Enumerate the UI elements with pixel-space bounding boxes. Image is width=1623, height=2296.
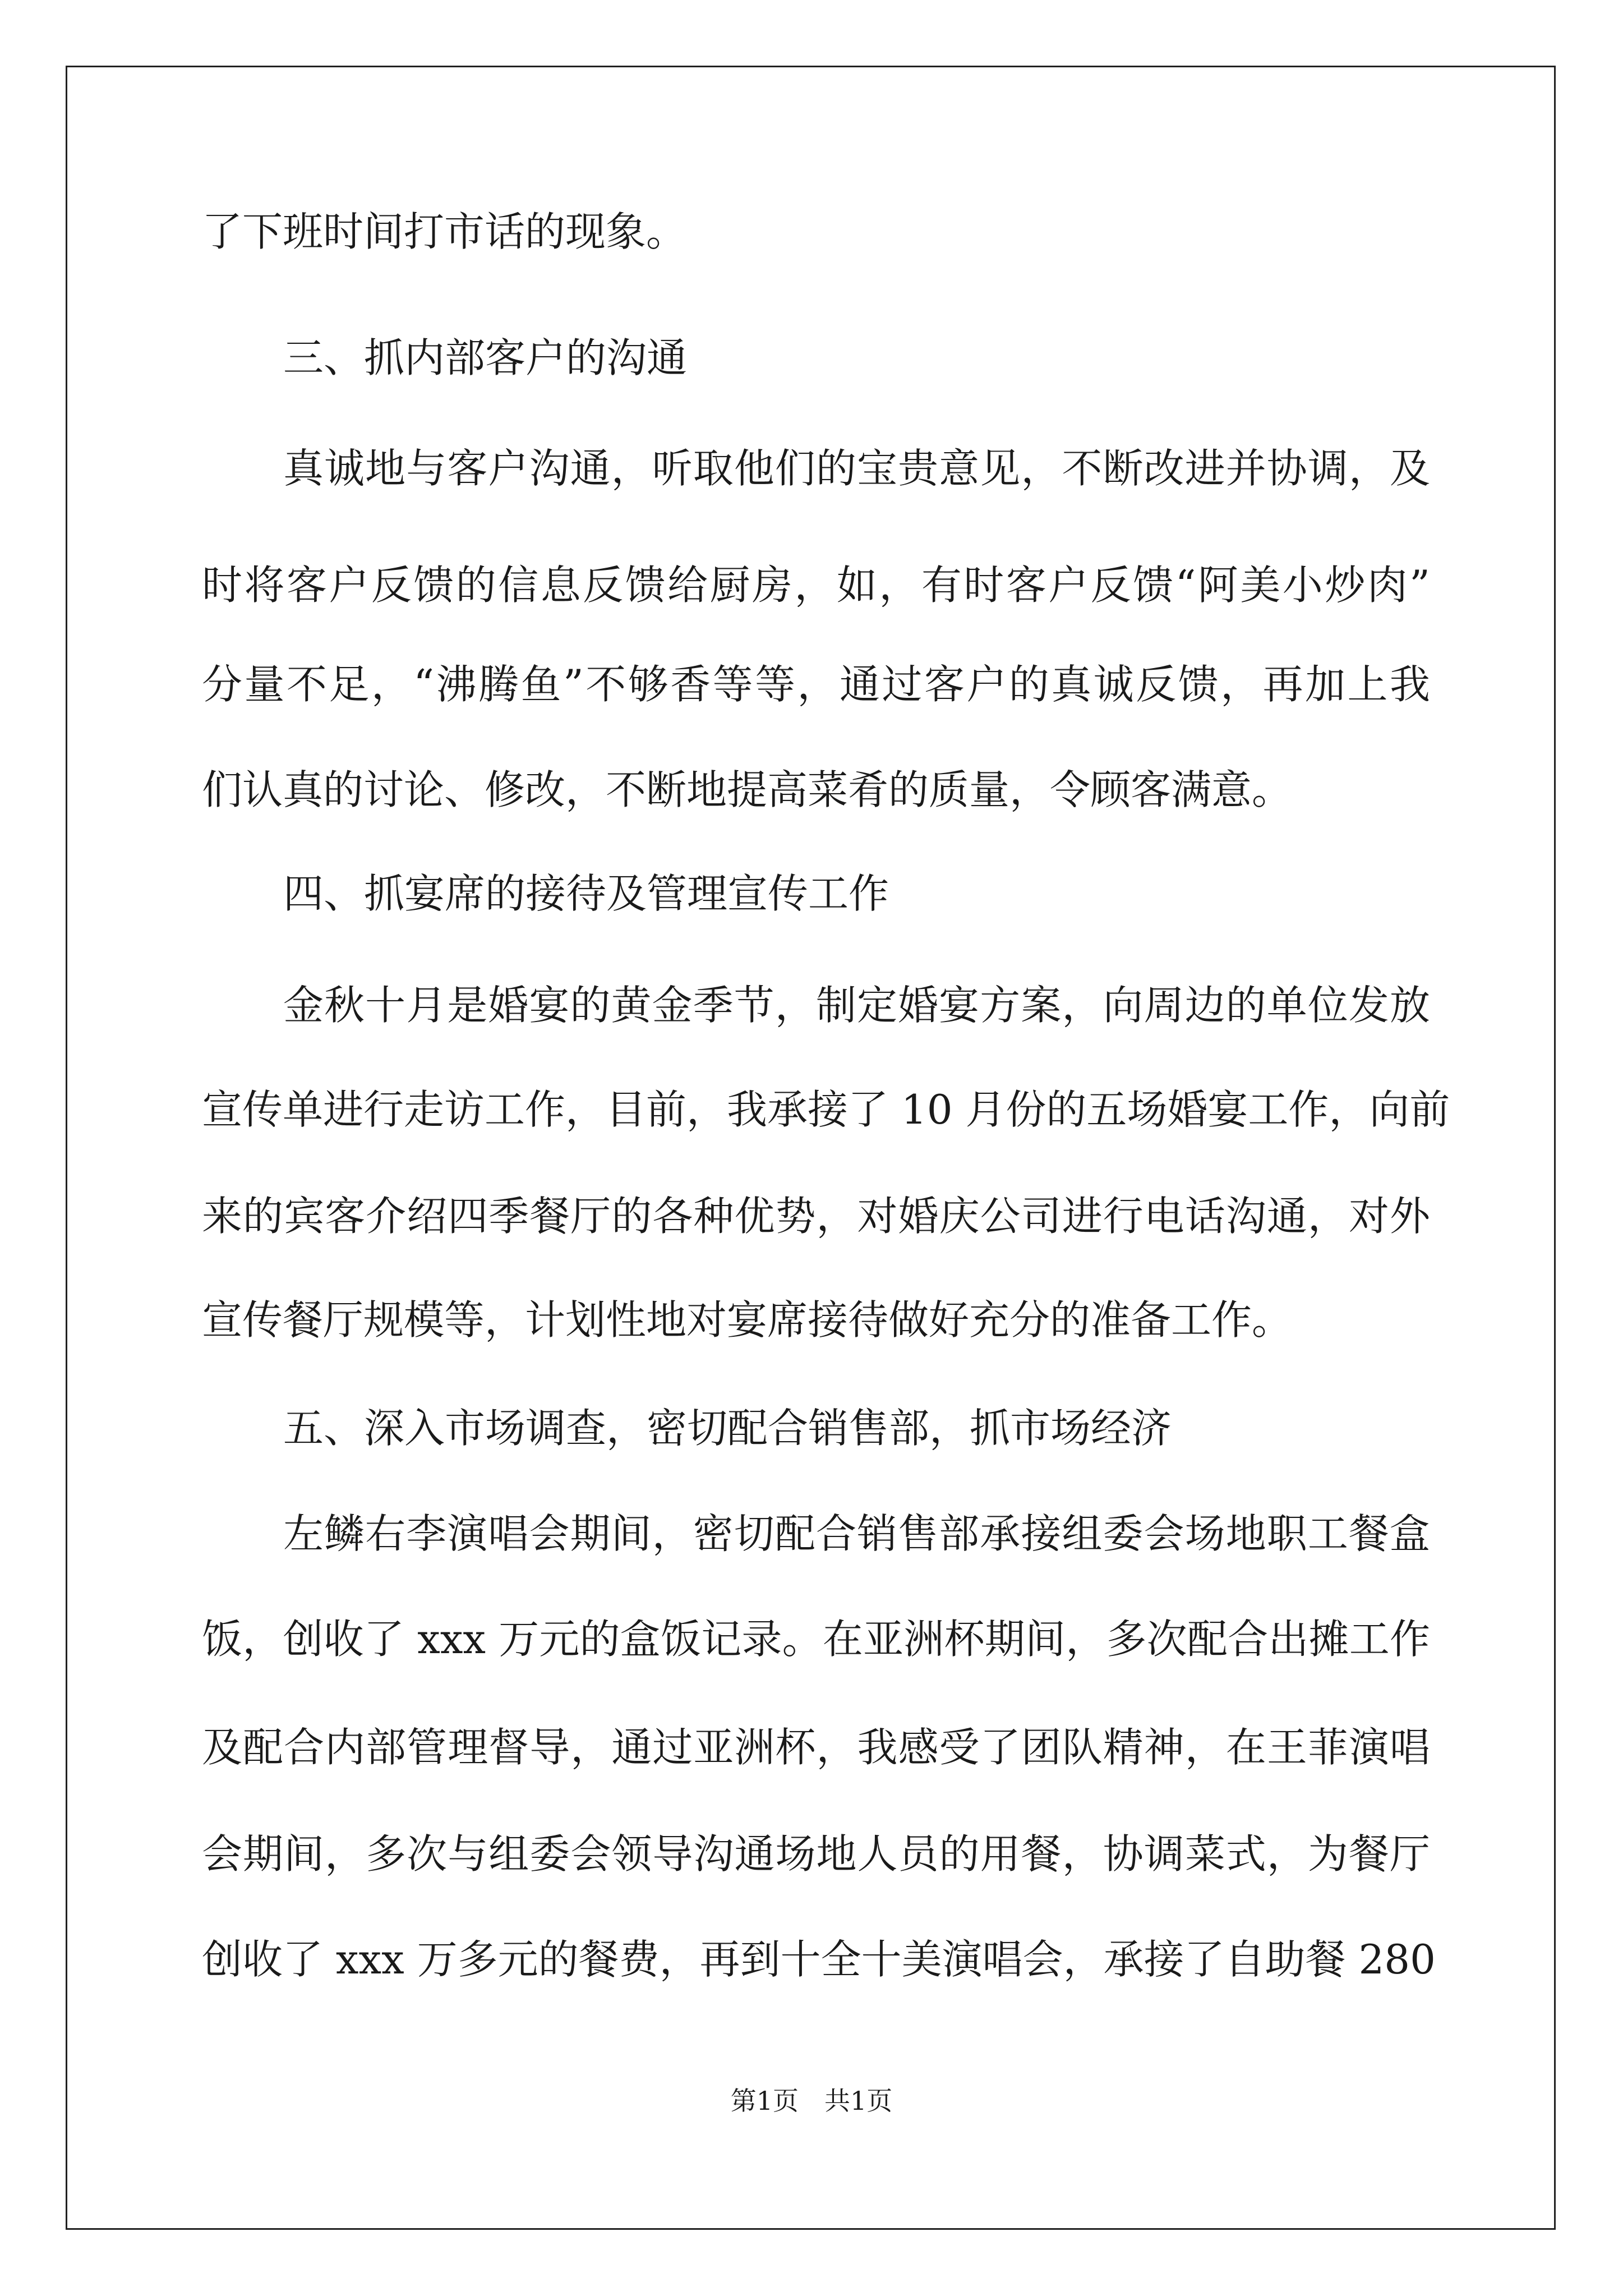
- paragraph-line: 饭，创收了 xxx 万元的盒饭记录。在亚洲杯期间，多次配合出摊工作: [202, 1616, 1430, 1663]
- section-heading: 四、抓宴席的接待及管理宣传工作: [283, 870, 889, 917]
- paragraph-line: 们认真的讨论、修改，不断地提高菜肴的质量，令顾客满意。: [202, 766, 1293, 813]
- section-heading: 五、深入市场调查，密切配合销售部，抓市场经济: [283, 1405, 1172, 1452]
- paragraph-line: 金秋十月是婚宴的黄金季节，制定婚宴方案，向周边的单位发放: [283, 982, 1430, 1029]
- paragraph-line: 了下班时间打市话的现象。: [202, 208, 687, 255]
- paragraph-line: 会期间，多次与组委会领导沟通场地人员的用餐，协调菜式，为餐厅: [202, 1830, 1430, 1878]
- paragraph-line: 来的宾客介绍四季餐厅的各种优势，对婚庆公司进行电话沟通，对外: [202, 1193, 1430, 1240]
- paragraph-line: 宣传单进行走访工作，目前，我承接了 10 月份的五场婚宴工作，向前: [202, 1086, 1450, 1133]
- paragraph-line: 真诚地与客户沟通，听取他们的宝贵意见，不断改进并协调，及: [283, 445, 1430, 492]
- section-heading: 三、抓内部客户的沟通: [283, 334, 688, 381]
- paragraph-line: 宣传餐厅规模等，计划性地对宴席接待做好充分的准备工作。: [202, 1296, 1293, 1343]
- paragraph-line: 分量不足，“沸腾鱼”不够香等等，通过客户的真诚反馈，再加上我: [202, 661, 1430, 708]
- paragraph-line: 及配合内部管理督导，通过亚洲杯，我感受了团队精神，在王菲演唱: [202, 1724, 1430, 1771]
- page-footer: 第1页 共1页: [730, 2086, 893, 2116]
- page-border: [66, 66, 1556, 2230]
- paragraph-line: 左鳞右李演唱会期间，密切配合销售部承接组委会场地职工餐盒: [283, 1510, 1430, 1557]
- paragraph-line: 时将客户反馈的信息反馈给厨房，如，有时客户反馈“阿美小炒肉”: [202, 562, 1430, 609]
- paragraph-line: 创收了 xxx 万多元的餐费，再到十全十美演唱会，承接了自助餐 280: [202, 1936, 1436, 1983]
